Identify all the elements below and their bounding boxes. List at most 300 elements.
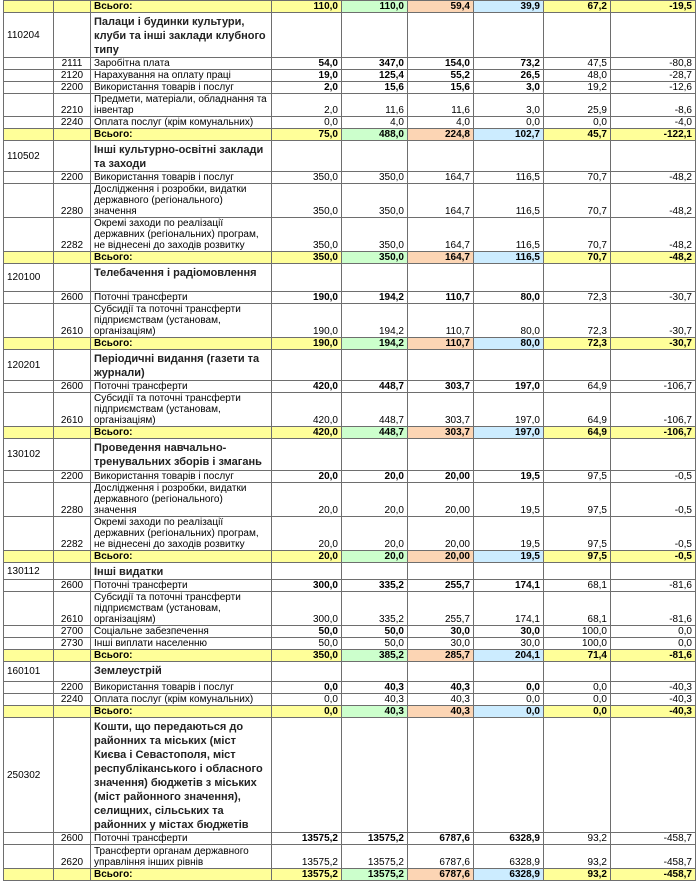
program-code bbox=[4, 471, 54, 483]
value-cell: -12,6 bbox=[611, 82, 696, 94]
kek-code bbox=[54, 141, 91, 172]
kek-code bbox=[54, 650, 91, 662]
section-title: Телебачення і радіомовлення bbox=[91, 264, 272, 292]
value-cell: 154,0 bbox=[408, 58, 474, 70]
value-cell: 97,5 bbox=[544, 517, 611, 551]
value-cell bbox=[408, 718, 474, 833]
total-row bbox=[4, 252, 696, 264]
value-cell: 20,00 bbox=[408, 483, 474, 517]
value-cell: 164,7 bbox=[408, 172, 474, 184]
total-label: Всього: bbox=[91, 338, 272, 350]
total-value: 20,00 bbox=[408, 551, 474, 563]
section-title: Інші культурно-освітні заклади та заходи bbox=[91, 141, 272, 172]
value-cell bbox=[611, 718, 696, 833]
total-label: Всього: bbox=[91, 129, 272, 141]
kek-code: 2600 bbox=[54, 381, 91, 393]
kek-code bbox=[54, 551, 91, 563]
table-row bbox=[4, 483, 696, 517]
program-code bbox=[4, 833, 54, 845]
value-cell: 54,0 bbox=[272, 58, 342, 70]
section-header-row bbox=[4, 141, 696, 172]
table-row bbox=[4, 304, 696, 338]
value-cell: 350,0 bbox=[272, 172, 342, 184]
value-cell: 6787,6 bbox=[408, 845, 474, 869]
value-cell: -0,5 bbox=[611, 471, 696, 483]
kek-code: 2240 bbox=[54, 117, 91, 129]
program-code bbox=[4, 682, 54, 694]
value-cell: 3,0 bbox=[474, 94, 544, 117]
value-cell: 6328,9 bbox=[474, 833, 544, 845]
value-cell bbox=[342, 718, 408, 833]
total-value: 39,9 bbox=[474, 1, 544, 13]
total-value: 0,0 bbox=[272, 706, 342, 718]
value-cell bbox=[272, 350, 342, 381]
kek-code: 2600 bbox=[54, 833, 91, 845]
value-cell bbox=[544, 141, 611, 172]
value-cell: 40,3 bbox=[342, 694, 408, 706]
value-cell: 50,0 bbox=[342, 638, 408, 650]
item-name: Оплата послуг (крім комунальних) bbox=[91, 694, 272, 706]
total-row bbox=[4, 869, 696, 881]
program-code bbox=[4, 117, 54, 129]
item-name: Соціальне забезпечення bbox=[91, 626, 272, 638]
value-cell: -0,5 bbox=[611, 483, 696, 517]
value-cell: 197,0 bbox=[474, 393, 544, 427]
table-row bbox=[4, 82, 696, 94]
total-value: -81,6 bbox=[611, 650, 696, 662]
kek-code: 2620 bbox=[54, 845, 91, 869]
total-value: 350,0 bbox=[342, 252, 408, 264]
total-row bbox=[4, 650, 696, 662]
value-cell bbox=[474, 350, 544, 381]
value-cell: 70,7 bbox=[544, 184, 611, 218]
value-cell bbox=[544, 350, 611, 381]
value-cell bbox=[342, 141, 408, 172]
total-value: -122,1 bbox=[611, 129, 696, 141]
value-cell: 30,0 bbox=[474, 626, 544, 638]
total-value: 59,4 bbox=[408, 1, 474, 13]
kek-code bbox=[54, 350, 91, 381]
table-row bbox=[4, 833, 696, 845]
value-cell: 70,7 bbox=[544, 172, 611, 184]
value-cell: 13575,2 bbox=[272, 845, 342, 869]
item-name: Оплата послуг (крім комунальних) bbox=[91, 117, 272, 129]
kek-code bbox=[54, 252, 91, 264]
value-cell: 20,0 bbox=[342, 517, 408, 551]
value-cell: 70,7 bbox=[544, 218, 611, 252]
value-cell: 335,2 bbox=[342, 592, 408, 626]
value-cell bbox=[544, 662, 611, 682]
value-cell: -40,3 bbox=[611, 694, 696, 706]
value-cell: 19,2 bbox=[544, 82, 611, 94]
value-cell: 255,7 bbox=[408, 580, 474, 592]
value-cell: 194,2 bbox=[342, 304, 408, 338]
section-title: Періодичні видання (газети та журнали) bbox=[91, 350, 272, 381]
value-cell: 40,3 bbox=[408, 694, 474, 706]
table-row bbox=[4, 638, 696, 650]
value-cell: 190,0 bbox=[272, 304, 342, 338]
value-cell bbox=[611, 563, 696, 580]
value-cell: 350,0 bbox=[272, 218, 342, 252]
kek-code bbox=[54, 264, 91, 292]
total-value: 19,5 bbox=[474, 551, 544, 563]
value-cell: 55,2 bbox=[408, 70, 474, 82]
total-value: -48,2 bbox=[611, 252, 696, 264]
value-cell: -0,5 bbox=[611, 517, 696, 551]
total-value: 110,0 bbox=[342, 1, 408, 13]
total-value: -30,7 bbox=[611, 338, 696, 350]
value-cell bbox=[611, 662, 696, 682]
value-cell: 194,2 bbox=[342, 292, 408, 304]
table-row bbox=[4, 172, 696, 184]
table-row bbox=[4, 218, 696, 252]
program-code: 130102 bbox=[4, 439, 54, 471]
value-cell: 13575,2 bbox=[272, 833, 342, 845]
program-code bbox=[4, 638, 54, 650]
value-cell: 47,5 bbox=[544, 58, 611, 70]
value-cell: 19,5 bbox=[474, 517, 544, 551]
total-value: 45,7 bbox=[544, 129, 611, 141]
kek-code: 2120 bbox=[54, 70, 91, 82]
value-cell bbox=[544, 563, 611, 580]
value-cell bbox=[474, 264, 544, 292]
kek-code: 2280 bbox=[54, 483, 91, 517]
program-code bbox=[4, 82, 54, 94]
value-cell: 164,7 bbox=[408, 184, 474, 218]
value-cell: 174,1 bbox=[474, 592, 544, 626]
program-code bbox=[4, 94, 54, 117]
kek-code: 2610 bbox=[54, 304, 91, 338]
value-cell: 68,1 bbox=[544, 580, 611, 592]
program-code bbox=[4, 869, 54, 881]
program-code bbox=[4, 626, 54, 638]
value-cell: 13575,2 bbox=[342, 833, 408, 845]
value-cell: 50,0 bbox=[272, 626, 342, 638]
kek-code: 2282 bbox=[54, 517, 91, 551]
program-code bbox=[4, 1, 54, 13]
value-cell bbox=[611, 13, 696, 58]
item-name: Поточні трансферти bbox=[91, 580, 272, 592]
total-label: Всього: bbox=[91, 252, 272, 264]
section-header-row bbox=[4, 662, 696, 682]
value-cell bbox=[408, 13, 474, 58]
value-cell: 20,0 bbox=[342, 471, 408, 483]
table-row bbox=[4, 94, 696, 117]
table-row bbox=[4, 517, 696, 551]
value-cell: 0,0 bbox=[544, 682, 611, 694]
total-value: 75,0 bbox=[272, 129, 342, 141]
value-cell: 26,5 bbox=[474, 70, 544, 82]
value-cell: 0,0 bbox=[272, 682, 342, 694]
program-code bbox=[4, 304, 54, 338]
value-cell: -8,6 bbox=[611, 94, 696, 117]
value-cell bbox=[272, 141, 342, 172]
value-cell: 303,7 bbox=[408, 381, 474, 393]
value-cell: 190,0 bbox=[272, 292, 342, 304]
total-value: 71,4 bbox=[544, 650, 611, 662]
value-cell: 20,00 bbox=[408, 517, 474, 551]
item-name: Використання товарів і послуг bbox=[91, 172, 272, 184]
total-row bbox=[4, 551, 696, 563]
program-code: 130112 bbox=[4, 563, 54, 580]
value-cell: 20,00 bbox=[408, 471, 474, 483]
item-name: Використання товарів і послуг bbox=[91, 471, 272, 483]
kek-code bbox=[54, 662, 91, 682]
program-code bbox=[4, 129, 54, 141]
total-value: 20,0 bbox=[272, 551, 342, 563]
kek-code bbox=[54, 13, 91, 58]
total-value: 64,9 bbox=[544, 427, 611, 439]
value-cell: 350,0 bbox=[272, 184, 342, 218]
value-cell bbox=[342, 13, 408, 58]
value-cell: 68,1 bbox=[544, 592, 611, 626]
program-code: 160101 bbox=[4, 662, 54, 682]
value-cell bbox=[342, 350, 408, 381]
value-cell: -30,7 bbox=[611, 292, 696, 304]
value-cell: 100,0 bbox=[544, 626, 611, 638]
total-label: Всього: bbox=[91, 427, 272, 439]
kek-code: 2610 bbox=[54, 592, 91, 626]
table-row bbox=[4, 592, 696, 626]
value-cell bbox=[272, 563, 342, 580]
total-value: 116,5 bbox=[474, 252, 544, 264]
total-value: 350,0 bbox=[272, 650, 342, 662]
program-code bbox=[4, 845, 54, 869]
program-code: 120100 bbox=[4, 264, 54, 292]
value-cell: 0,0 bbox=[474, 682, 544, 694]
value-cell: 0,0 bbox=[272, 694, 342, 706]
value-cell: 116,5 bbox=[474, 218, 544, 252]
program-code bbox=[4, 694, 54, 706]
value-cell: 197,0 bbox=[474, 381, 544, 393]
total-value: 110,0 bbox=[272, 1, 342, 13]
kek-code: 2610 bbox=[54, 393, 91, 427]
value-cell bbox=[474, 662, 544, 682]
item-name: Субсидії та поточні трансферти підприємствам (установам, організаціям) bbox=[91, 304, 272, 338]
total-value: 67,2 bbox=[544, 1, 611, 13]
value-cell: 125,4 bbox=[342, 70, 408, 82]
value-cell: 30,0 bbox=[474, 638, 544, 650]
section-title: Землеустрій bbox=[91, 662, 272, 682]
value-cell bbox=[474, 439, 544, 471]
value-cell bbox=[272, 13, 342, 58]
total-value: 164,7 bbox=[408, 252, 474, 264]
program-code bbox=[4, 58, 54, 70]
total-value: -19,5 bbox=[611, 1, 696, 13]
kek-code: 2700 bbox=[54, 626, 91, 638]
value-cell: 97,5 bbox=[544, 483, 611, 517]
program-code bbox=[4, 551, 54, 563]
value-cell bbox=[272, 662, 342, 682]
value-cell: 420,0 bbox=[272, 381, 342, 393]
program-code bbox=[4, 381, 54, 393]
kek-code: 2730 bbox=[54, 638, 91, 650]
item-name: Використання товарів і послуг bbox=[91, 682, 272, 694]
program-code bbox=[4, 427, 54, 439]
value-cell: 350,0 bbox=[342, 218, 408, 252]
program-code bbox=[4, 218, 54, 252]
value-cell: 50,0 bbox=[342, 626, 408, 638]
value-cell bbox=[544, 264, 611, 292]
program-code bbox=[4, 184, 54, 218]
total-row bbox=[4, 338, 696, 350]
kek-code: 2200 bbox=[54, 82, 91, 94]
value-cell: 73,2 bbox=[474, 58, 544, 70]
kek-code bbox=[54, 1, 91, 13]
value-cell bbox=[611, 141, 696, 172]
value-cell: -48,2 bbox=[611, 218, 696, 252]
value-cell: 4,0 bbox=[408, 117, 474, 129]
total-row bbox=[4, 427, 696, 439]
value-cell bbox=[611, 264, 696, 292]
value-cell bbox=[474, 13, 544, 58]
program-code bbox=[4, 650, 54, 662]
total-value: 97,5 bbox=[544, 551, 611, 563]
section-title: Кошти, що передаються до районних та міських (міст Києва і Севастополя, міст республіканського і обласного значення) бюджетів з міських (міст районного значення), селищних, сільських та районних у містах бюджетів bbox=[91, 718, 272, 833]
item-name: Субсидії та поточні трансферти підприємствам (установам, організаціям) bbox=[91, 592, 272, 626]
kek-code bbox=[54, 338, 91, 350]
value-cell: 0,0 bbox=[544, 694, 611, 706]
total-value: 197,0 bbox=[474, 427, 544, 439]
kek-code: 2600 bbox=[54, 580, 91, 592]
value-cell: 0,0 bbox=[544, 117, 611, 129]
total-value: -106,7 bbox=[611, 427, 696, 439]
value-cell: -458,7 bbox=[611, 845, 696, 869]
table-row bbox=[4, 117, 696, 129]
value-cell: 116,5 bbox=[474, 172, 544, 184]
value-cell bbox=[544, 13, 611, 58]
kek-code: 2282 bbox=[54, 218, 91, 252]
value-cell: 40,3 bbox=[342, 682, 408, 694]
table-row bbox=[4, 393, 696, 427]
value-cell: -81,6 bbox=[611, 592, 696, 626]
value-cell: -40,3 bbox=[611, 682, 696, 694]
kek-code: 2200 bbox=[54, 682, 91, 694]
section-title: Проведення навчально-тренувальних зборів і змагань bbox=[91, 439, 272, 471]
value-cell: 174,1 bbox=[474, 580, 544, 592]
value-cell: 15,6 bbox=[408, 82, 474, 94]
program-code bbox=[4, 252, 54, 264]
total-value: 224,8 bbox=[408, 129, 474, 141]
table-row bbox=[4, 70, 696, 82]
kek-code bbox=[54, 427, 91, 439]
program-code bbox=[4, 517, 54, 551]
kek-code bbox=[54, 869, 91, 881]
value-cell bbox=[474, 141, 544, 172]
program-code bbox=[4, 706, 54, 718]
value-cell bbox=[272, 718, 342, 833]
total-value: 6787,6 bbox=[408, 869, 474, 881]
total-value: 448,7 bbox=[342, 427, 408, 439]
value-cell: 4,0 bbox=[342, 117, 408, 129]
program-code: 250302 bbox=[4, 718, 54, 833]
value-cell bbox=[408, 350, 474, 381]
value-cell: 2,0 bbox=[272, 94, 342, 117]
value-cell: 20,0 bbox=[272, 483, 342, 517]
value-cell: 110,7 bbox=[408, 292, 474, 304]
value-cell: 64,9 bbox=[544, 393, 611, 427]
value-cell: 20,0 bbox=[272, 471, 342, 483]
value-cell bbox=[544, 439, 611, 471]
item-name: Дослідження і розробки, видатки державного (регіонального) значення bbox=[91, 483, 272, 517]
value-cell: 116,5 bbox=[474, 184, 544, 218]
value-cell: 448,7 bbox=[342, 393, 408, 427]
budget-table bbox=[3, 0, 696, 881]
value-cell: -4,0 bbox=[611, 117, 696, 129]
kek-code bbox=[54, 718, 91, 833]
value-cell: 0,0 bbox=[611, 626, 696, 638]
value-cell bbox=[342, 563, 408, 580]
section-header-row bbox=[4, 439, 696, 471]
item-name: Поточні трансферти bbox=[91, 833, 272, 845]
value-cell: -48,2 bbox=[611, 184, 696, 218]
total-value: 6328,9 bbox=[474, 869, 544, 881]
program-code bbox=[4, 338, 54, 350]
value-cell: 335,2 bbox=[342, 580, 408, 592]
total-value: 303,7 bbox=[408, 427, 474, 439]
value-cell: 110,7 bbox=[408, 304, 474, 338]
value-cell: 300,0 bbox=[272, 592, 342, 626]
section-header-row bbox=[4, 13, 696, 58]
kek-code bbox=[54, 129, 91, 141]
value-cell bbox=[342, 264, 408, 292]
value-cell bbox=[408, 563, 474, 580]
value-cell: 347,0 bbox=[342, 58, 408, 70]
value-cell: 6787,6 bbox=[408, 833, 474, 845]
total-value: -458,7 bbox=[611, 869, 696, 881]
value-cell: -80,8 bbox=[611, 58, 696, 70]
kek-code: 2111 bbox=[54, 58, 91, 70]
value-cell: 303,7 bbox=[408, 393, 474, 427]
value-cell bbox=[272, 264, 342, 292]
kek-code bbox=[54, 563, 91, 580]
total-value: 488,0 bbox=[342, 129, 408, 141]
total-row bbox=[4, 706, 696, 718]
section-header-row bbox=[4, 264, 696, 292]
value-cell: 15,6 bbox=[342, 82, 408, 94]
value-cell: -81,6 bbox=[611, 580, 696, 592]
kek-code: 2210 bbox=[54, 94, 91, 117]
section-header-row bbox=[4, 563, 696, 580]
value-cell: 19,5 bbox=[474, 483, 544, 517]
value-cell: 40,3 bbox=[408, 682, 474, 694]
value-cell bbox=[611, 350, 696, 381]
program-code bbox=[4, 483, 54, 517]
item-name: Дослідження і розробки, видатки державного (регіонального) значення bbox=[91, 184, 272, 218]
value-cell: 72,3 bbox=[544, 292, 611, 304]
value-cell bbox=[408, 662, 474, 682]
total-value: 190,0 bbox=[272, 338, 342, 350]
value-cell: 11,6 bbox=[408, 94, 474, 117]
program-code: 110204 bbox=[4, 13, 54, 58]
total-label: Всього: bbox=[91, 650, 272, 662]
value-cell bbox=[474, 563, 544, 580]
total-value: 13575,2 bbox=[342, 869, 408, 881]
table-row bbox=[4, 626, 696, 638]
value-cell: -106,7 bbox=[611, 381, 696, 393]
section-title: Палаци і будинки культури, клуби та інші заклади клубного типу bbox=[91, 13, 272, 58]
value-cell: 255,7 bbox=[408, 592, 474, 626]
table-body bbox=[4, 1, 696, 881]
value-cell bbox=[408, 264, 474, 292]
value-cell: 3,0 bbox=[474, 82, 544, 94]
table-row bbox=[4, 471, 696, 483]
kek-code: 2200 bbox=[54, 172, 91, 184]
kek-code bbox=[54, 439, 91, 471]
total-label: Всього: bbox=[91, 706, 272, 718]
item-name: Поточні трансферти bbox=[91, 292, 272, 304]
kek-code: 2240 bbox=[54, 694, 91, 706]
